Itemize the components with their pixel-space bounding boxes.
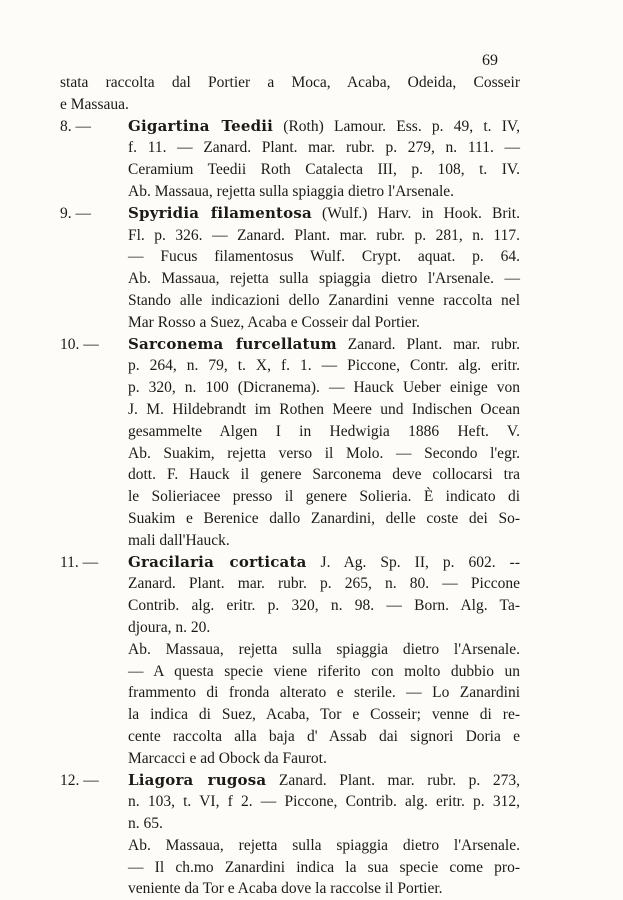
entry-citation: (Roth) Lamour. Ess. p. 49, t. IV, [273,117,520,135]
text-line: e Massaua. [60,95,129,113]
species-name: Gigartina Teedii [128,116,274,135]
text-line: f. 11. — Zanard. Plant. mar. rubr. p. 279, n. 111. — [128,139,520,157]
species-name: Spyridia filamentosa [128,203,312,222]
text-line: J. M. Hildebrandt im Rothen Meere und Indischen Ocean [128,400,520,418]
text-line: Ab. Suakim, rejetta verso il Molo. — Secondo l'egr. [128,444,520,462]
text-line: Suakim e Berenice dallo Zanardini, delle coste dei So- [128,509,520,527]
text-line: dott. F. Hauck il genere Sarconema deve collocarsi tra [128,466,520,484]
text-line: Marcacci e ad Obock da Faurot. [128,749,327,767]
text-line: djoura, n. 20. [128,618,211,636]
species-name: Sarconema furcellatum [128,334,337,353]
text-line: Fl. p. 326. — Zanard. Plant. mar. rubr. p. 281, n. 117. [128,226,520,244]
entry-11-heading [60,552,520,574]
text-line: mali dall'Hauck. [128,531,230,549]
text-line: p. 264, n. 79, t. X, f. 1. — Piccone, Contr. alg. eritr. [128,357,520,375]
text-line: cente raccolta alla baja d' Assab dai signori Doria e [128,727,520,745]
entry-10-heading [60,334,520,356]
text-line: — Fucus filamentosus Wulf. Crypt. aquat. p. 64. [128,248,520,266]
text-line: Ab. Massaua, rejetta sulla spiaggia dietro l'Arsenale. [128,836,520,854]
species-name: Liagora rugosa [128,770,267,789]
text-line: frammento di fronda alterato e sterile. — Lo Zanardini [128,684,520,702]
text-line: veniente da Tor e Acaba dove la raccolse il Portier. [128,880,443,898]
text-line: le Solieriacee presso il genere Solieria. È indicato di [128,488,520,506]
text-line: Ceramium Teedii Roth Catalecta III, p. 108, t. IV. [128,161,520,179]
text-line: gesammelte Algen I in Hedwigia 1886 Heft. V. [128,422,520,440]
text-line: n. 65. [128,815,163,833]
entry-12-heading [60,770,520,792]
page-text [60,72,520,900]
entry-citation: Zanard. Plant. mar. rubr. [336,335,520,353]
text-line: Ab. Massaua, rejetta sulla spiaggia dietro l'Arsenale. [128,640,520,658]
entry-8-heading [60,116,520,138]
text-line: stata raccolta dal Portier a Moca, Acaba, Odeida, Cosseir [60,74,520,91]
text-line: Mar Rosso a Suez, Acaba e Cosseir dal Portier. [128,313,420,331]
entry-number: 12. — [60,771,99,789]
text-line: p. 320, n. 100 (Dicranema). — Hauck Ueber einige von [128,379,520,397]
entry-number: 11. — [60,553,99,571]
text-line: — A questa specie viene riferito con molto dubbio un [128,662,520,680]
entry-citation: (Wulf.) Harv. in Hook. Brit. [311,204,520,222]
species-name: Gracilaria corticata [128,552,307,571]
text-line: Ab. Massaua, rejetta sulla spiaggia dietro l'Arsenale. [128,182,455,200]
text-line: Ab. Massaua, rejetta sulla spiaggia dietro l'Arsenale. — [128,270,520,288]
entry-citation: Zanard. Plant. mar. rubr. p. 273, [266,771,520,789]
entry-9-heading [60,203,520,225]
entry-number: 10. — [60,335,99,353]
page-number: 69 [482,52,498,69]
text-line: — Il ch.mo Zanardini indica la sua specie come pro- [128,858,520,876]
text-line: la indica di Suez, Acaba, Tor e Cosseir; venne di re- [128,706,520,724]
entry-number: 9. — [60,204,91,222]
text-line: Contrib. alg. eritr. p. 320, n. 98. — Born. Alg. Ta- [128,597,520,615]
entry-citation: J. Ag. Sp. II, p. 602. -- [306,553,520,571]
text-line: n. 103, t. VI, f 2. — Piccone, Contrib. alg. eritr. p. 312, [128,793,520,811]
text-line: Stando alle indicazioni dello Zanardini venne raccolta nel [128,291,520,309]
entry-number: 8. — [60,117,91,135]
text-line: Zanard. Plant. mar. rubr. p. 265, n. 80. — Piccone [128,575,520,593]
